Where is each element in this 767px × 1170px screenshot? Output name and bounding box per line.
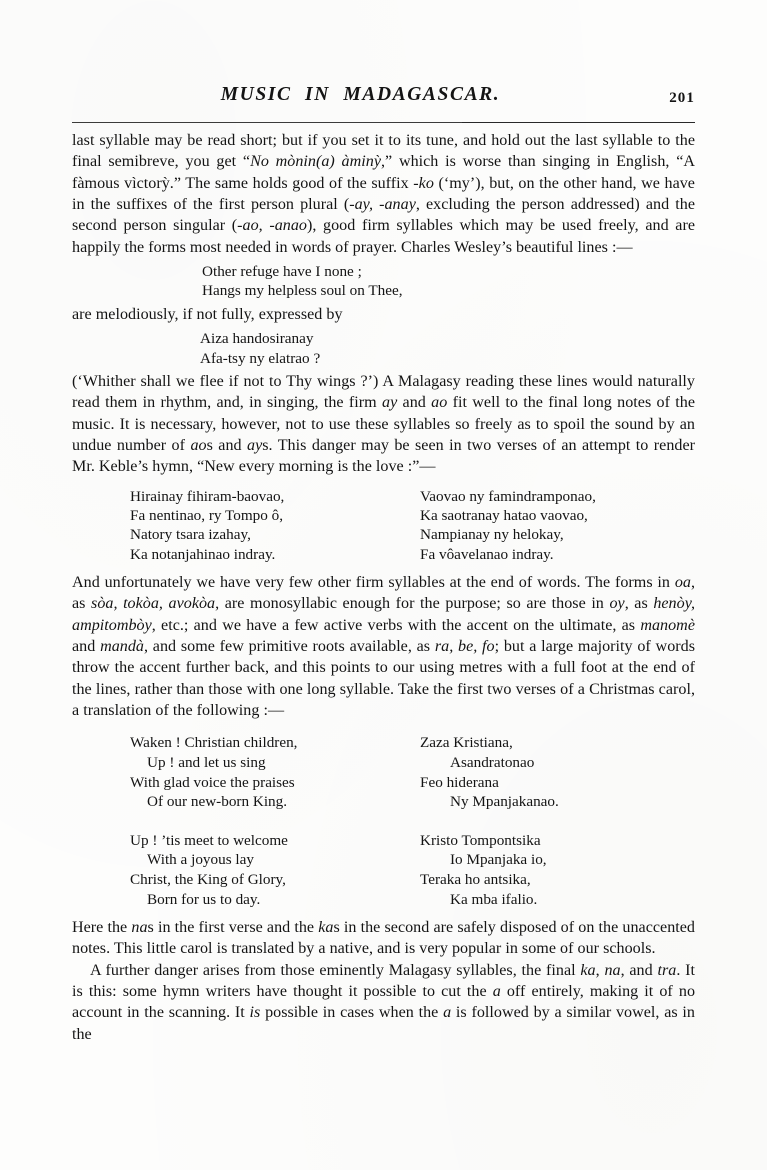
paragraph-whither — [72, 371, 695, 478]
p4-italic-soa-tokoa: sòa, tokòa, avokòa — [91, 595, 216, 613]
carol1-right-line-4: Ny Mpanjakanao. — [450, 793, 559, 811]
wesley-verse-line-1: Other refuge have I none ; — [202, 263, 362, 281]
p1-italic-ao-anao: -ao, -anao — [237, 217, 307, 235]
running-head — [72, 84, 695, 130]
keble-left-line-1: Hirainay fihiram-baovao, — [130, 487, 285, 505]
wesley-verse-block — [72, 262, 695, 301]
keble-left-line-3: Natory tsara izahay, — [130, 526, 251, 544]
carol-verse-2-columns — [72, 831, 695, 909]
p4-text-d: , as — [624, 595, 654, 613]
p4-text-f: and — [72, 637, 101, 655]
p1-italic-monina: No mònin(a) àminỳ — [250, 153, 381, 171]
p1-italic-ay-anay: -ay, -anay — [349, 196, 416, 214]
p4-text-a: And unfortunately we have very few other firm syllables at the end of words. The forms in — [72, 573, 675, 591]
p4-italic-oa: oa — [674, 573, 691, 591]
p1-text-a: last syllable may be read short; but if you set it to its tune, and hold out the last syllable to the final semibreve, you get “ — [72, 132, 695, 171]
p5-text-c: s in the second are safely disposed of on the unaccented notes. This little carol is translated by a native, and is very popular in some of our schools. — [72, 919, 695, 958]
p1-text-e: ), good firm syllables which may be used freely, and are happily the forms most needed in words of prayer. Charles Wesley’s beautiful lines :— — [72, 217, 695, 256]
p3-text-c: fit well to the final long notes of the music. It is necessary, however, not to use these syllables so freely as to spoil the sound by an undue number of — [72, 394, 696, 455]
p5-text-b: s in the first verse and the — [147, 919, 319, 937]
wesley-verse-line-2: Hangs my helpless soul on Thee, — [202, 282, 403, 300]
carol-verse-1-columns — [72, 733, 695, 811]
spacer-between-carol-verses — [72, 816, 695, 826]
p1-text-b: ,” which is worse than singing in English, “A fàmous vìctorỳ.” The same holds good of the suffix - — [72, 153, 696, 192]
p4-italic-manome: manomè — [640, 616, 695, 634]
carol1-left-line-3: With glad voice the praises — [130, 773, 295, 791]
paragraph-further-danger — [72, 960, 695, 1045]
p3-text-b: and — [397, 394, 432, 412]
p6-text-f: possible in cases when the — [260, 1004, 444, 1022]
p1-text-d: , excluding the person addressed) and the second person singular ( — [72, 196, 695, 235]
p3-italic-aos: ao — [190, 437, 207, 455]
p4-text-h: ; but a large majority of words throw the accent further back, and this points to our using metres with a full foot at the end of the lines, rather than those with one long syllable. Take the first two verses of a Christmas carol, a translation of the following :— — [72, 637, 695, 719]
malagasy-verse-block — [72, 329, 695, 368]
p3-italic-ays: ay — [247, 437, 263, 455]
p3-italic-ao: ao — [431, 394, 448, 412]
p4-text-e: , etc.; and we have a few active verbs with the accent on the ultimate, as — [151, 616, 641, 634]
keble-hymn-columns — [72, 487, 695, 564]
p6-italic-a-1: a — [492, 983, 501, 1001]
page-content — [72, 0, 695, 1045]
paragraph-melodiously: are melodiously, if not fully, expressed by — [72, 305, 343, 323]
p4-italic-manda: mandà — [100, 637, 144, 655]
carol2-right-line-1: Kristo Tompontsika — [420, 831, 541, 849]
p5-italic-ka: ka — [318, 919, 334, 937]
carol2-left-line-3: Christ, the King of Glory, — [130, 870, 286, 888]
carol2-left-line-2: With a joyous lay — [147, 851, 254, 869]
p5-italic-na: na — [131, 919, 148, 937]
p6-italic-na: na — [604, 961, 621, 979]
carol1-right-line-3: Feo hiderana — [420, 773, 499, 791]
page-number: 201 — [669, 90, 695, 106]
p3-text-a: (‘Whither shall we flee if not to Thy wings ?’) A Malagasy reading these lines would naturally read them in rhythm, and, in singing, the firm — [72, 373, 695, 412]
p1-text-c: (‘my’), but, on the other hand, we have in the suffixes of the first person plural ( — [72, 174, 695, 214]
carol2-right-line-3: Teraka ho antsika, — [420, 870, 531, 888]
paragraph-unfortunately — [72, 572, 695, 721]
p6-italic-a-2: a — [443, 1004, 452, 1022]
p6-italic-ka: ka — [580, 961, 596, 979]
carol1-right-line-2: Asandratonao — [450, 753, 535, 771]
p6-text-a: A further danger arises from those eminently Malagasy syllables, the final — [90, 961, 581, 979]
carol1-right-line-1: Zaza Kristiana, — [420, 734, 513, 752]
malagasy-verse-line-1: Aiza handosiranay — [200, 330, 314, 348]
spacer-before-keble — [72, 478, 695, 482]
running-head-title: MUSIC IN MADAGASCAR. — [220, 84, 501, 105]
carol1-left-line-1: Waken ! Christian children, — [130, 734, 298, 752]
p3-text-d: s and — [206, 437, 248, 455]
keble-left-line-4: Ka notanjahinao indray. — [130, 545, 276, 563]
p4-italic-henoy: henòy, ampitombòy — [72, 595, 696, 634]
p5-text-a: Here the — [72, 919, 132, 937]
malagasy-verse-line-2: Afa-tsy ny elatrao ? — [200, 349, 321, 367]
p3-italic-ay: ay — [382, 394, 398, 412]
p4-text-b: , as — [72, 573, 695, 613]
header-rule-secondary — [462, 122, 695, 123]
p6-text-d: . It is this: some hymn writers have thought it possible to cut the — [72, 961, 695, 1001]
keble-right-line-3: Nampianay ny helokay, — [420, 526, 564, 544]
keble-right-line-4: Fa vôavelanao indray. — [420, 545, 554, 563]
p6-text-c: , and — [620, 961, 658, 979]
p6-text-g: is followed by a similar vowel, as in the — [72, 1004, 695, 1043]
p3-text-e: s. This danger may be seen in two verses of an attempt to render Mr. Keble’s hymn, “New every morning is the love :”— — [72, 437, 695, 476]
carol2-right-line-4: Ka mba ifalio. — [450, 890, 538, 908]
keble-right-line-1: Vaovao ny famindramponao, — [420, 487, 596, 505]
carol2-left-line-1: Up ! ’tis meet to welcome — [130, 831, 288, 849]
carol2-right-line-2: Io Mpanjaka io, — [450, 851, 547, 869]
p6-text-e: off entirely, making it of no account in the scanning. It — [72, 983, 696, 1022]
keble-right-line-2: Ka saotranay hatao vaovao, — [420, 507, 588, 525]
keble-left-line-2: Fa nentinao, ry Tompo ô, — [130, 507, 284, 525]
p6-text-b: , — [595, 961, 605, 979]
p6-italic-tra: tra — [657, 961, 677, 979]
spacer-before-carol — [72, 721, 695, 728]
p4-text-g: , and some few primitive roots available, as — [143, 637, 435, 655]
paragraph-here-the-nas — [72, 917, 695, 960]
paragraph-opening — [72, 130, 695, 258]
carol1-left-line-4: Of our new-born King. — [147, 793, 288, 811]
carol2-left-line-4: Born for us to day. — [147, 890, 261, 908]
p4-text-c: , are monosyllabic enough for the purpose; so are those in — [215, 595, 610, 613]
p4-italic-oy: oy — [609, 595, 625, 613]
carol1-left-line-2: Up ! and let us sing — [147, 753, 266, 771]
p1-italic-ko: ko — [418, 174, 434, 192]
p4-italic-ra-be-fo: ra, be, fo — [434, 637, 495, 655]
p6-italic-is: is — [249, 1004, 261, 1022]
